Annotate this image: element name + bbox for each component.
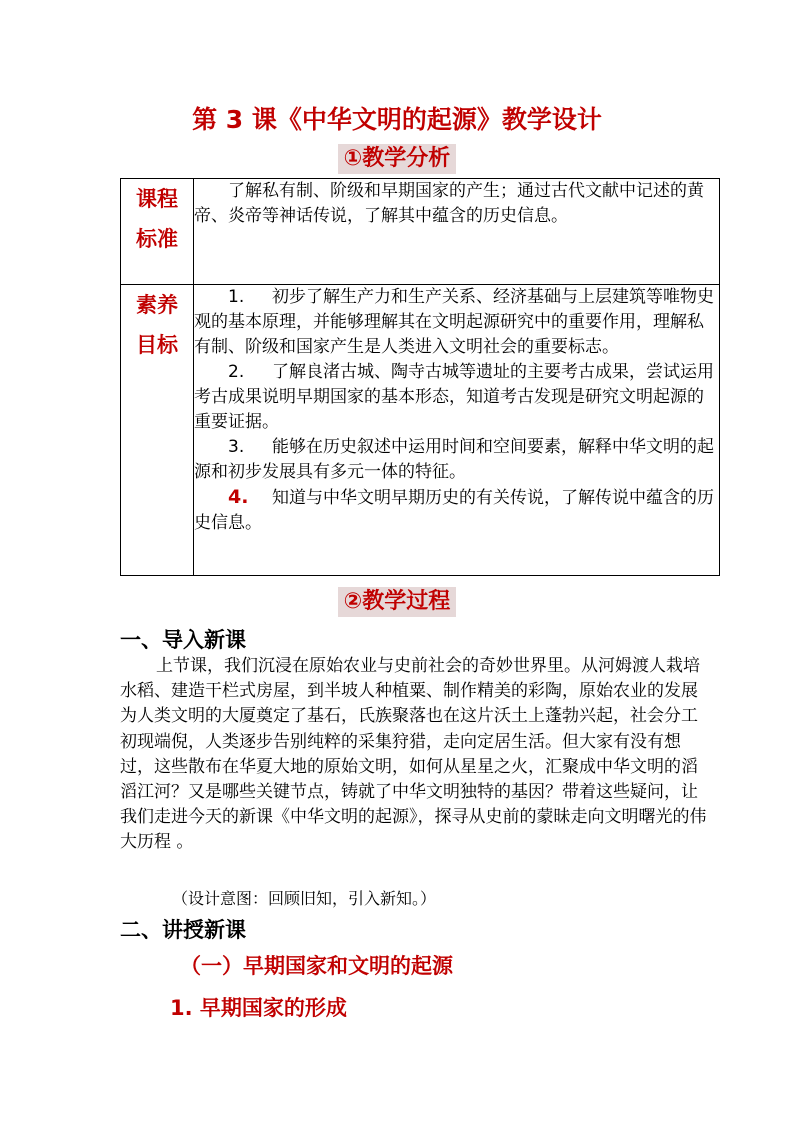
section-heading-process (0, 587, 794, 617)
analysis-table (120, 178, 720, 576)
table-row-literacy-goals (121, 285, 720, 576)
subheading-state-formation: 1. 早期国家的形成 (170, 996, 347, 1020)
section-heading-analysis (0, 144, 794, 174)
curriculum-standard-text: 了解私有制、阶级和早期国家的产生；通过古代文献中记述的黄帝、炎帝等神话传说，了解其中蕴含的历史信息。 (194, 179, 720, 285)
design-intent-note: （设计意图：回顾旧知，引入新知。） (172, 889, 437, 908)
table-row-curriculum-standard (121, 179, 720, 285)
goal-item: 3. 能够在历史叙述中运用时间和空间要素，解释中华文明的起源和初步发展具有多元一体的特征。 (194, 437, 714, 482)
section-heading-process-text: ②教学过程 (338, 587, 457, 617)
literacy-goals-list (194, 285, 720, 576)
page-title: 第 3 课《中华文明的起源》教学设计 (192, 105, 602, 134)
literacy-goals-label: 素养 目标 (121, 285, 194, 576)
goal-item: 1. 初步了解生产力和生产关系、经济基础与上层建筑等唯物史观的基本原理，并能够理解其在文明起源研究中的重要作用，理解私有制、阶级和国家产生是人类进入文明社会的重要标志。 (194, 287, 714, 357)
goal-item: 2. 了解良渚古城、陶寺古城等遗址的主要考古成果，尝试运用考古成果说明早期国家的基本形态，知道考古发现是研究文明起源的重要证据。 (194, 362, 714, 432)
section-heading-analysis-text: ①教学分析 (338, 144, 457, 174)
intro-paragraph: 上节课，我们沉浸在原始农业与史前社会的奇妙世界里。从河姆渡人栽培水稻、建造干栏式房屋，到半坡人种植粟、制作精美的彩陶，原始农业的发展为人类文明的大厦奠定了基石，氏族聚落也在这片沃土上蓬勃兴起，社会分工初现端倪，人类逐步告别纯粹的采集狩猎，走向定居生活。但大家有没有想过，这些散布在华夏大地的原始文明，如何从星星之火，汇聚成中华文明的滔滔江河？又是哪些关键节点，铸就了中华文明独特的基因？带着这些疑问，让我们走进今天的新课《中华文明的起源》，探寻从史前的蒙昧走向文明曙光的伟大历程 。 (120, 656, 707, 853)
curriculum-standard-label: 课程 标准 (121, 179, 194, 285)
heading-new-lesson: 二、讲授新课 (120, 918, 246, 942)
subheading-early-state: （一）早期国家和文明的起源 (180, 954, 453, 978)
heading-intro: 一、导入新课 (120, 628, 246, 652)
goal-item: 4. 知道与中华文明早期历史的有关传说，了解传说中蕴含的历史信息。 (194, 486, 714, 533)
